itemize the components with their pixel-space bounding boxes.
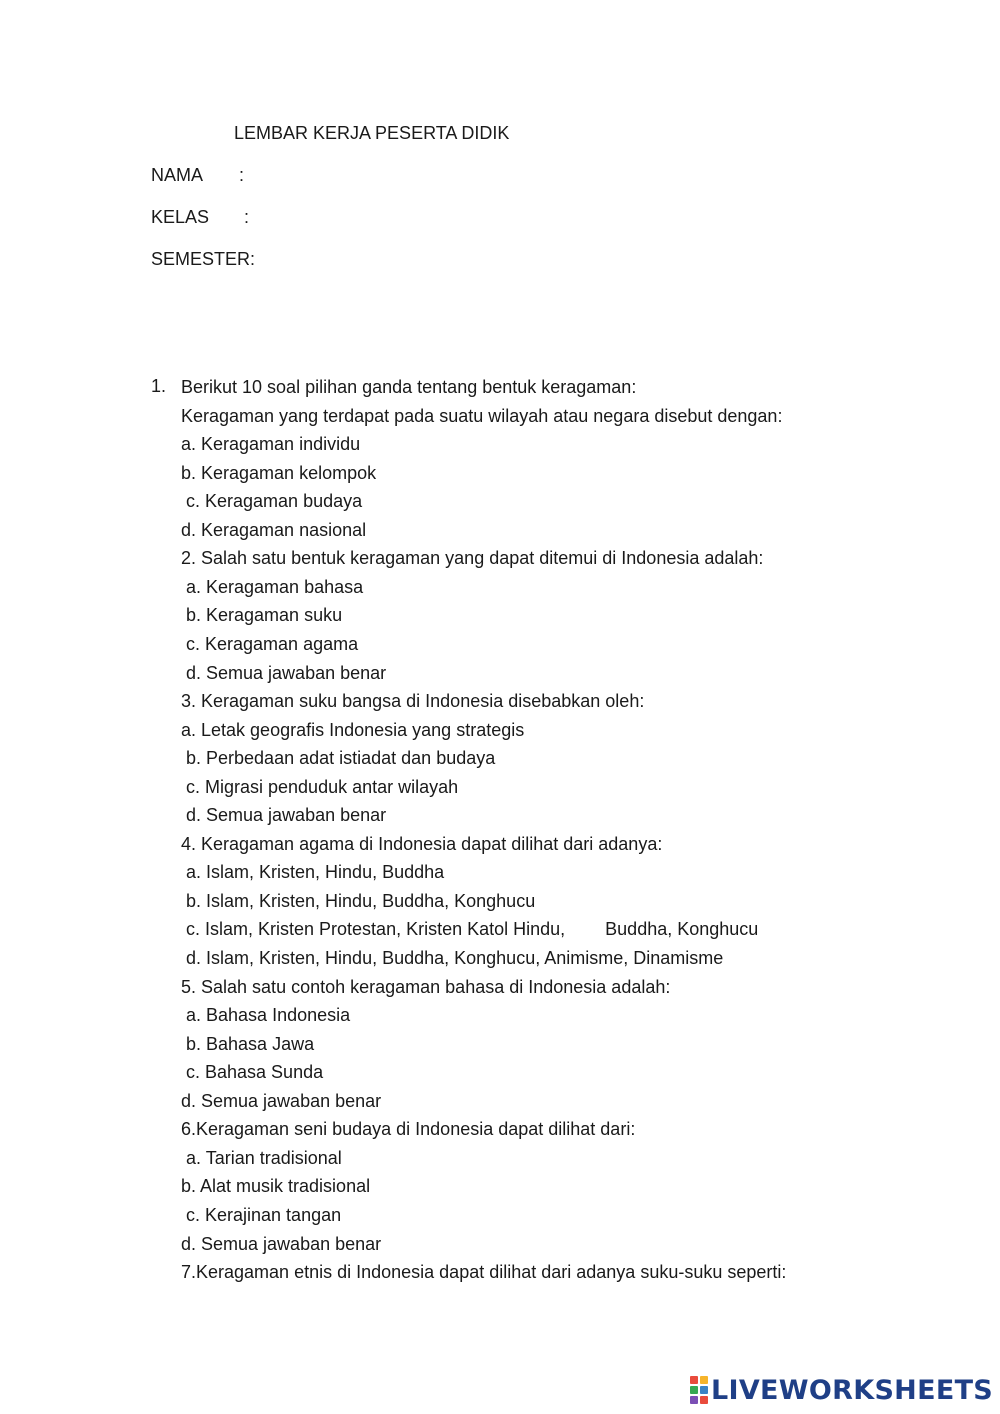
question-line: b. Perbedaan adat istiadat dan budaya [181,748,496,768]
question-line: 3. Keragaman suku bangsa di Indonesia disebabkan oleh: [181,691,645,711]
question-line: d. Semua jawaban benar [181,663,387,683]
semester-label: SEMESTER: [151,249,256,269]
question-line: b. Islam, Kristen, Hindu, Buddha, Konghucu [181,891,536,911]
question-line: d. Islam, Kristen, Hindu, Buddha, Konghucu, Animisme, Dinamisme [181,948,724,968]
question-line: b. Keragaman kelompok [181,463,377,483]
question-intro: Berikut 10 soal pilihan ganda tentang bentuk keragaman: [181,377,637,397]
question-line: 6.Keragaman seni budaya di Indonesia dapat dilihat dari: [181,1119,636,1139]
logo-mark-icon [690,1376,708,1404]
logo-square [690,1376,698,1384]
question-line: d. Keragaman nasional [181,520,367,540]
question-line: a. Letak geografis Indonesia yang strategis [181,720,525,740]
logo-square [700,1376,708,1384]
question-line: d. Semua jawaban benar [181,1091,382,1111]
question-line: 4. Keragaman agama di Indonesia dapat dilihat dari adanya: [181,834,663,854]
question-line: c. Keragaman budaya [181,491,363,511]
question-line: b. Bahasa Jawa [181,1034,315,1054]
name-field [151,165,245,186]
question-line: d. Semua jawaban benar [181,805,387,825]
question-line: a. Keragaman bahasa [181,577,364,597]
question-line: c. Keragaman agama [181,634,359,654]
question-list-number: 1. [151,376,167,396]
logo-square [690,1386,698,1394]
liveworksheets-logo [690,1372,993,1408]
question-line: 5. Salah satu contoh keragaman bahasa di Indonesia adalah: [181,977,671,997]
class-field [151,207,250,228]
name-label: NAMA [151,165,204,185]
question-line: 2. Salah satu bentuk keragaman yang dapat ditemui di Indonesia adalah: [181,548,764,568]
question-line: a. Islam, Kristen, Hindu, Buddha [181,862,445,882]
question-line: c. Bahasa Sunda [181,1062,324,1082]
logo-square [700,1386,708,1394]
worksheet-title: LEMBAR KERJA PESERTA DIDIK [234,123,510,143]
class-label: KELAS [151,207,210,227]
question-line: a. Tarian tradisional [181,1148,342,1168]
name-colon: : [239,165,245,185]
question-line: c. Migrasi penduduk antar wilayah [181,777,459,797]
logo-square [700,1396,708,1404]
semester-field [151,249,255,270]
question-line: c. Kerajinan tangan [181,1205,342,1225]
question-line: 7.Keragaman etnis di Indonesia dapat dilihat dari adanya suku-suku seperti: [181,1262,787,1282]
logo-text: LIVEWORKSHEETS [711,1374,994,1406]
question-line: b. Alat musik tradisional [181,1176,371,1196]
question-line: a. Keragaman individu [181,434,361,454]
logo-square [690,1396,698,1404]
class-colon: : [244,207,250,227]
question-line: c. Islam, Kristen Protestan, Kristen Katol Hindu, Buddha, Konghucu [181,919,759,939]
question-line: a. Bahasa Indonesia [181,1005,351,1025]
question-line: b. Keragaman suku [181,605,343,625]
question-line: Keragaman yang terdapat pada suatu wilayah atau negara disebut dengan: [181,406,783,426]
question-line: d. Semua jawaban benar [181,1234,382,1254]
